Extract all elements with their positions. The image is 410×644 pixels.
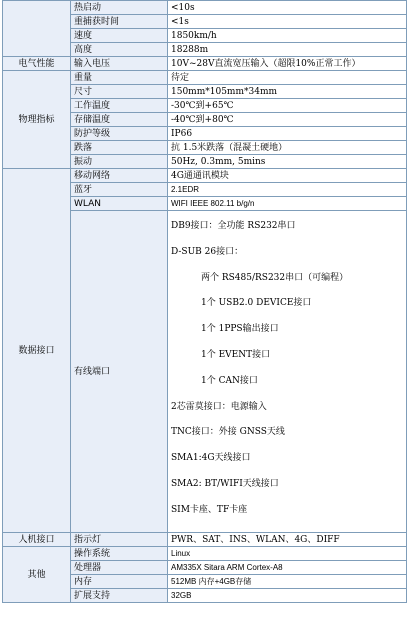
row-label: 尺寸: [71, 85, 168, 99]
row-label: 蓝牙: [71, 183, 168, 197]
table-row: [3, 1, 407, 15]
row-label: 指示灯: [71, 533, 168, 547]
row-value: <10s: [168, 1, 407, 15]
wired-line: 1个 EVENT接口: [201, 349, 271, 360]
row-label: 振动: [71, 155, 168, 169]
table-row: [3, 71, 407, 85]
row-value: -40℃到+80℃: [168, 113, 407, 127]
row-value: 150mm*105mm*34mm: [168, 85, 407, 99]
table-row: [3, 57, 407, 71]
row-label: 移动网络: [71, 169, 168, 183]
row-label: 重量: [71, 71, 168, 85]
row-label: 存储温度: [71, 113, 168, 127]
category-cell: 物理指标: [3, 71, 71, 169]
row-value: IP66: [168, 127, 407, 141]
category-cell: [3, 1, 71, 57]
row-label: 跌落: [71, 141, 168, 155]
row-label: 高度: [71, 43, 168, 57]
wired-line: 1个 CAN接口: [201, 375, 258, 386]
wired-line: 两个 RS485/RS232串口（可编程）: [201, 272, 349, 283]
row-value: <1s: [168, 15, 407, 29]
wired-line: SIM卡座、TF卡座: [171, 504, 248, 515]
row-label: 速度: [71, 29, 168, 43]
row-label: 有线端口: [71, 211, 168, 533]
row-value: 4G通通讯模块: [168, 169, 407, 183]
table-row: [3, 169, 407, 183]
table-row: [3, 533, 407, 547]
row-value: 512MB 内存+4GB存储: [168, 575, 407, 589]
wired-line: D-SUB 26接口：: [171, 246, 244, 257]
row-label: 防护等级: [71, 127, 168, 141]
row-value: 待定: [168, 71, 407, 85]
row-label: 内存: [71, 575, 168, 589]
row-value: 1850km/h: [168, 29, 407, 43]
row-value: -30℃到+65℃: [168, 99, 407, 113]
wired-line: TNC接口：外接 GNSS天线: [171, 427, 285, 438]
row-value: WIFI IEEE 802.11 b/g/n: [168, 197, 407, 211]
row-label: 操作系统: [71, 547, 168, 561]
row-value: AM335X Sitara ARM Cortex-A8: [168, 561, 407, 575]
row-value: 10V~28V直流宽压输入（超限10%正常工作）: [168, 57, 407, 71]
category-cell: 人机接口: [3, 533, 71, 547]
row-value: 抗 1.5米跌落（混凝土硬地）: [168, 141, 407, 155]
row-label: 输入电压: [71, 57, 168, 71]
wired-port-list: [168, 211, 407, 533]
wired-line: 1个 1PPS输出接口: [201, 324, 279, 335]
wired-line: DB9接口：全功能 RS232串口: [171, 221, 296, 231]
wired-line: SMA1:4G天线接口: [171, 453, 251, 464]
row-label: 扩展支持: [71, 589, 168, 603]
category-cell: 其他: [3, 547, 71, 603]
category-cell: 数据接口: [3, 169, 71, 533]
row-label: 热启动: [71, 1, 168, 15]
row-value: 32GB: [168, 589, 407, 603]
row-value: 50Hz, 0.3mm, 5mins: [168, 155, 407, 169]
row-value: Linux: [168, 547, 407, 561]
spec-table: [2, 0, 407, 603]
table-row: [3, 547, 407, 561]
row-value: PWR、SAT、INS、WLAN、4G、DIFF: [168, 533, 407, 547]
category-cell: 电气性能: [3, 57, 71, 71]
row-value: 18288m: [168, 43, 407, 57]
wired-line: SMA2: BT/WIFI天线接口: [171, 478, 279, 489]
row-label: 处理器: [71, 561, 168, 575]
row-label: 重捕获时间: [71, 15, 168, 29]
wired-line: 1个 USB2.0 DEVICE接口: [201, 298, 312, 309]
wired-line: 2芯雷莫接口：电源输入: [171, 401, 267, 412]
row-label: WLAN: [71, 197, 168, 211]
row-label: 工作温度: [71, 99, 168, 113]
row-value: 2.1EDR: [168, 183, 407, 197]
